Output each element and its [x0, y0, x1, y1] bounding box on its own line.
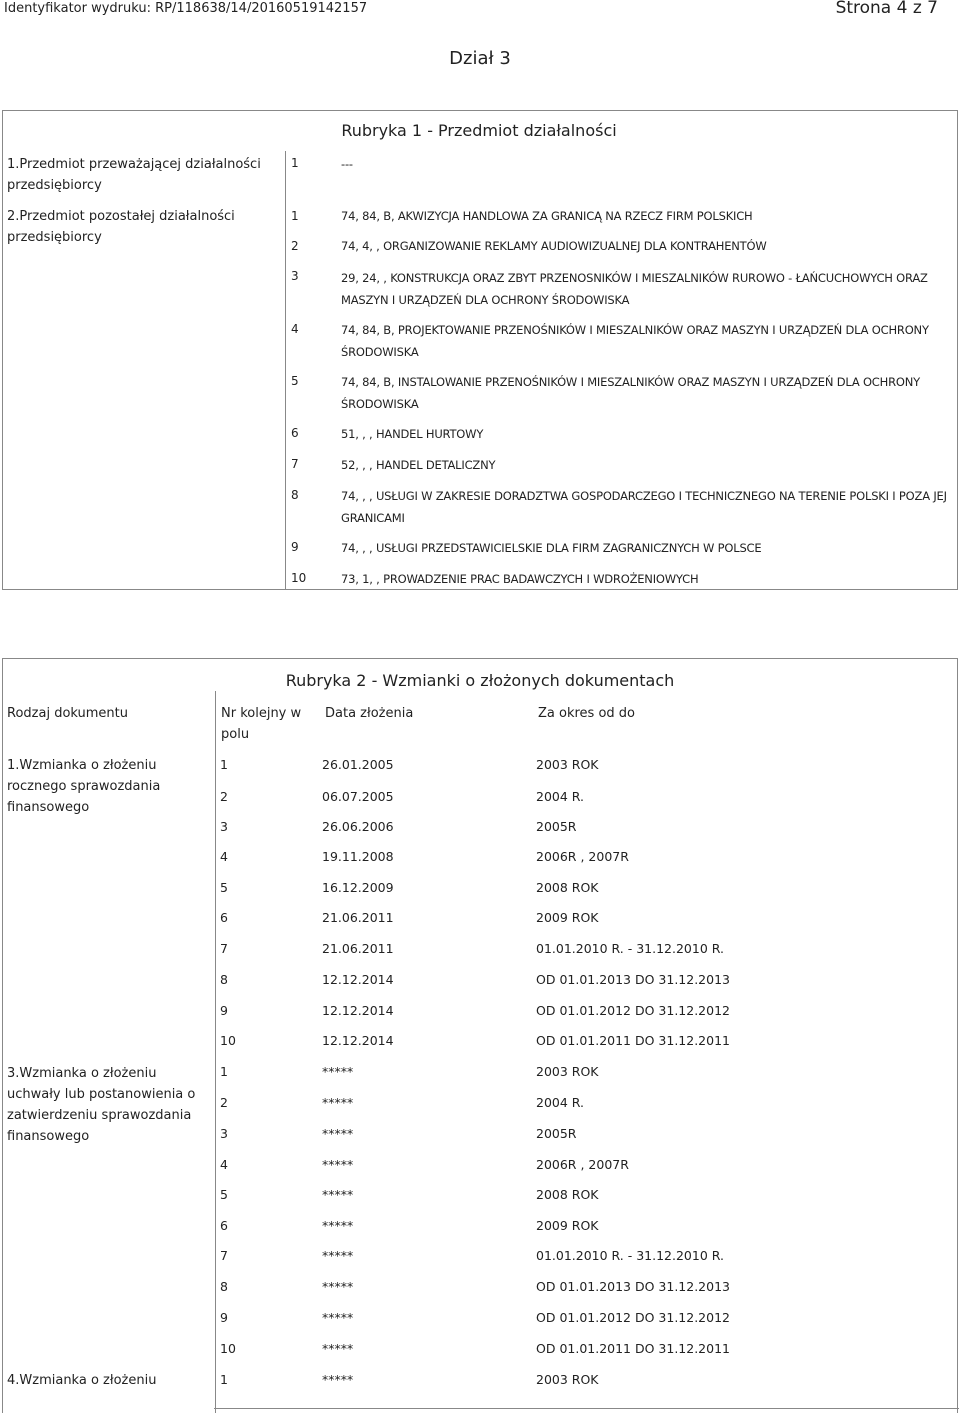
activity-number: 10	[291, 571, 307, 585]
filing-date: *****	[322, 1157, 354, 1172]
rubryka-2-box	[2, 658, 958, 1413]
column-header-filing-date: Data złożenia	[325, 706, 414, 721]
filing-period: OD 01.01.2011 DO 31.12.2011	[536, 1341, 730, 1356]
sequence-number: 5	[220, 880, 228, 895]
table-bottom-border	[214, 1408, 959, 1409]
activity-number: 9	[291, 540, 299, 554]
activity-text: 51, , , HANDEL HURTOWY	[341, 427, 484, 441]
activity-text: 74, 84, B, INSTALOWANIE PRZENOŚNIKÓW I MIESZALNIKÓW ORAZ MASZYN I URZĄDZEŃ DLA OCHRONY ŚRODOWISKA	[341, 375, 920, 411]
sequence-number: 4	[220, 849, 228, 864]
filing-date: *****	[322, 1248, 354, 1263]
sequence-number: 9	[220, 1310, 228, 1325]
main-activity-number: 1	[291, 156, 299, 170]
filing-date: *****	[322, 1372, 354, 1387]
filing-date: 26.01.2005	[322, 757, 394, 772]
rubryka-1-box	[2, 110, 958, 590]
filing-period: 2006R , 2007R	[536, 1157, 629, 1172]
filing-period: 2004 R.	[536, 1095, 584, 1110]
activity-text: 73, 1, , PROWADZENIE PRAC BADAWCZYCH I WDROŻENIOWYCH	[341, 572, 699, 586]
activity-number: 1	[291, 209, 299, 223]
filing-date: 19.11.2008	[322, 849, 394, 864]
filing-period: 2008 ROK	[536, 880, 599, 895]
filing-date: 12.12.2014	[322, 1003, 394, 1018]
activity-text: 74, 4, , ORGANIZOWANIE REKLAMY AUDIOWIZUALNEJ DLA KONTRAHENTÓW	[341, 239, 767, 253]
sequence-number: 5	[220, 1187, 228, 1202]
sequence-number: 2	[220, 789, 228, 804]
filing-period: OD 01.01.2012 DO 31.12.2012	[536, 1310, 730, 1325]
document-type-label: 3.Wzmianka o złożeniu uchwały lub postanowienia o zatwierdzeniu sprawozdania finansowego	[7, 1066, 196, 1144]
activity-text: 52, , , HANDEL DETALICZNY	[341, 458, 496, 472]
column-divider	[215, 691, 216, 1413]
page-number: Strona 4 z 7	[835, 0, 938, 18]
filing-date: 21.06.2011	[322, 910, 394, 925]
column-header-document-type: Rodzaj dokumentu	[7, 706, 128, 721]
sequence-number: 8	[220, 1279, 228, 1294]
filing-period: OD 01.01.2013 DO 31.12.2013	[536, 972, 730, 987]
activity-text: 74, 84, B, PROJEKTOWANIE PRZENOŚNIKÓW I MIESZALNIKÓW ORAZ MASZYN I URZĄDZEŃ DLA OCHRONY ŚRODOWISKA	[341, 323, 929, 359]
filing-period: 2005R	[536, 1126, 577, 1141]
sequence-number: 4	[220, 1157, 228, 1172]
filing-period: OD 01.01.2012 DO 31.12.2012	[536, 1003, 730, 1018]
activity-number: 7	[291, 457, 299, 471]
activity-number: 4	[291, 322, 299, 336]
filing-period: 01.01.2010 R. - 31.12.2010 R.	[536, 1248, 724, 1263]
sequence-number: 7	[220, 941, 228, 956]
filing-period: 2009 ROK	[536, 910, 599, 925]
sequence-number: 2	[220, 1095, 228, 1110]
activity-number: 6	[291, 426, 299, 440]
activity-text: 74, 84, B, AKWIZYCJA HANDLOWA ZA GRANICĄ NA RZECZ FIRM POLSKICH	[341, 209, 753, 223]
filing-date: 06.07.2005	[322, 789, 394, 804]
activity-number: 5	[291, 374, 299, 388]
filing-period: OD 01.01.2011 DO 31.12.2011	[536, 1033, 730, 1048]
sequence-number: 3	[220, 1126, 228, 1141]
other-activity-label: 2.Przedmiot pozostałej działalności przedsiębiorcy	[7, 209, 235, 245]
activity-number: 8	[291, 488, 299, 502]
filing-date: *****	[322, 1341, 354, 1356]
filing-date: *****	[322, 1187, 354, 1202]
filing-period: 2009 ROK	[536, 1218, 599, 1233]
sequence-number: 1	[220, 1372, 228, 1387]
column-header-period: Za okres od do	[538, 706, 635, 721]
print-identifier: Identyfikator wydruku: RP/118638/14/20160519142157	[4, 1, 368, 16]
filing-date: *****	[322, 1310, 354, 1325]
activity-text: 29, 24, , KONSTRUKCJA ORAZ ZBYT PRZENOSNIKÓW I MIESZALNIKÓW RUROWO - ŁAŃCUCHOWYCH ORAZ MASZYN I URZĄDZEŃ DLA OCHRONY ŚRODOWISKA	[341, 271, 928, 307]
sequence-number: 10	[220, 1341, 236, 1356]
activity-text: 74, , , USŁUGI W ZAKRESIE DORADZTWA GOSPODARCZEGO I TECHNICZNEGO NA TERENIE POLSKI I POZA JEJ GRANICAMI	[341, 489, 947, 525]
filing-period: OD 01.01.2013 DO 31.12.2013	[536, 1279, 730, 1294]
filing-period: 2003 ROK	[536, 1064, 599, 1079]
main-activity-label: 1.Przedmiot przeważającej działalności przedsiębiorcy	[7, 157, 261, 193]
sequence-number: 8	[220, 972, 228, 987]
column-header-sequence: Nr kolejny w polu	[221, 706, 302, 742]
sequence-number: 6	[220, 910, 228, 925]
filing-period: 2005R	[536, 819, 577, 834]
filing-date: *****	[322, 1279, 354, 1294]
filing-date: 12.12.2014	[322, 972, 394, 987]
activity-number: 2	[291, 239, 299, 253]
document-type-label: 4.Wzmianka o złożeniu	[7, 1373, 157, 1388]
filing-date: 16.12.2009	[322, 880, 394, 895]
filing-date: 21.06.2011	[322, 941, 394, 956]
filing-date: *****	[322, 1218, 354, 1233]
rubryka-2-title: Rubryka 2 - Wzmianki o złożonych dokumentach	[285, 671, 675, 690]
filing-period: 2003 ROK	[536, 757, 599, 772]
document-type-label: 1.Wzmianka o złożeniu rocznego sprawozdania finansowego	[7, 758, 161, 815]
sequence-number: 1	[220, 757, 228, 772]
filing-date: *****	[322, 1095, 354, 1110]
activity-number: 3	[291, 269, 299, 283]
sequence-number: 10	[220, 1033, 236, 1048]
sequence-number: 9	[220, 1003, 228, 1018]
filing-period: 2008 ROK	[536, 1187, 599, 1202]
rubryka-1-title: Rubryka 1 - Przedmiot działalności	[341, 121, 617, 140]
column-divider	[285, 151, 286, 589]
filing-date: *****	[322, 1126, 354, 1141]
filing-date: *****	[322, 1064, 354, 1079]
sequence-number: 3	[220, 819, 228, 834]
sequence-number: 1	[220, 1064, 228, 1079]
main-activity-value: ---	[341, 157, 353, 171]
sequence-number: 6	[220, 1218, 228, 1233]
section-title: Dział 3	[449, 48, 511, 69]
filing-period: 2004 R.	[536, 789, 584, 804]
filing-period: 2006R , 2007R	[536, 849, 629, 864]
filing-period: 2003 ROK	[536, 1372, 599, 1387]
activity-text: 74, , , USŁUGI PRZEDSTAWICIELSKIE DLA FIRM ZAGRANICZNYCH W POLSCE	[341, 541, 762, 555]
filing-period: 01.01.2010 R. - 31.12.2010 R.	[536, 941, 724, 956]
filing-date: 26.06.2006	[322, 819, 394, 834]
sequence-number: 7	[220, 1248, 228, 1263]
filing-date: 12.12.2014	[322, 1033, 394, 1048]
